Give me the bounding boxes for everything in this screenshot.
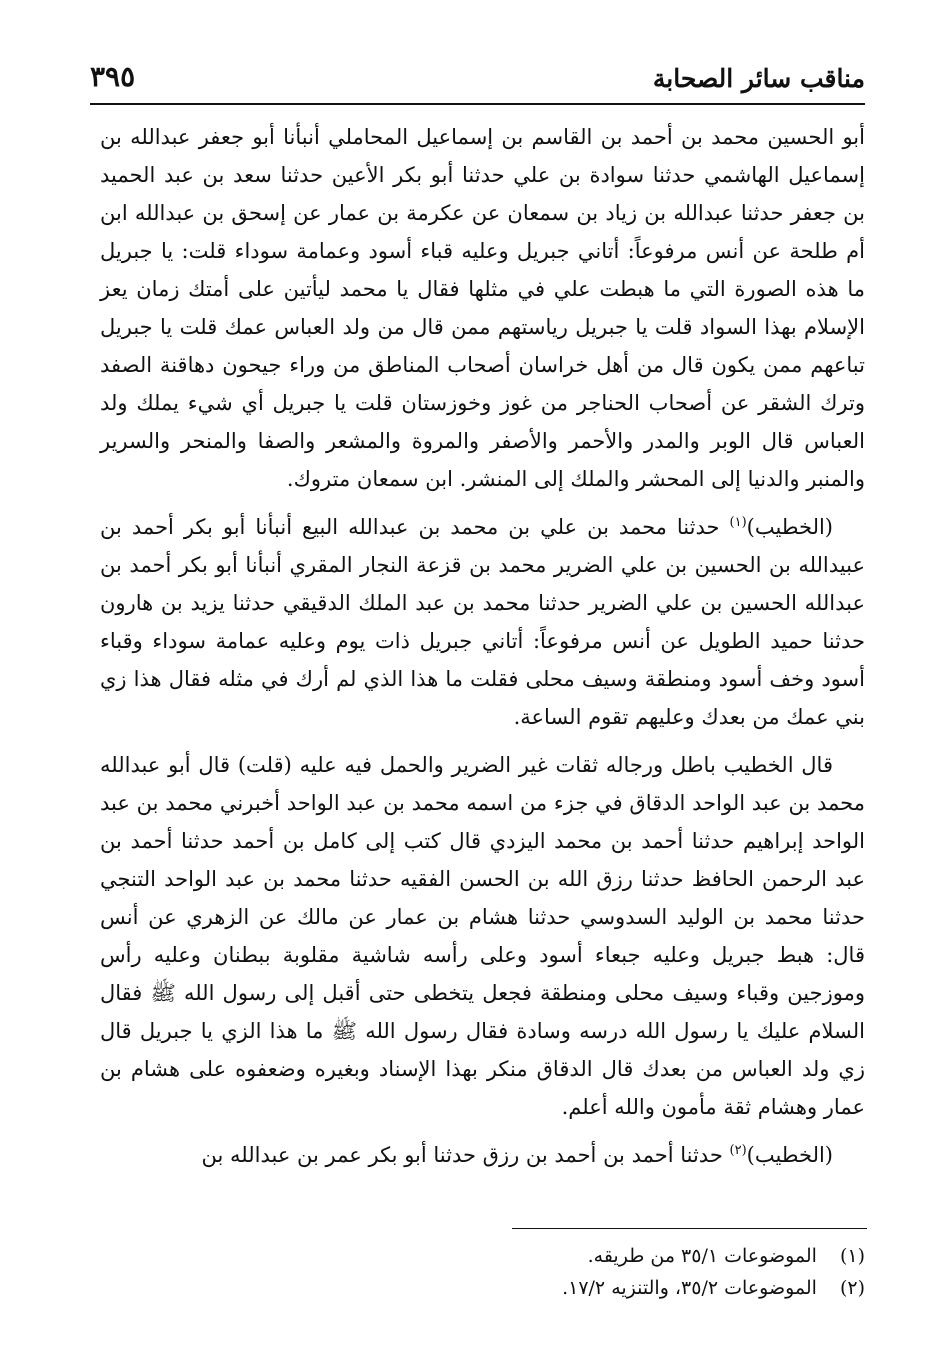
footnote-number: (٢) — [839, 1277, 865, 1299]
footnote-text: الموضوعات ٣٥/١ من طريقه. — [587, 1245, 817, 1267]
paragraph-4 — [100, 1136, 865, 1174]
paragraph-2-text: حدثنا محمد بن علي بن محمد بن عبدالله البيع أنبأنا أبو بكر أحمد بن عبيدالله بن الحسين بن علي الضرير محمد بن قزعة النجار المقري أنبأنا أبو بكر أحمد بن عبدالله الحسين بن علي الضرير حدثنا محمد بن عبد الملك الدقيقي حدثنا يزيد بن هارون حدثنا حميد الطويل عن أنس مرفوعاً: أتاني جبريل ذات يوم وعليه عمامة سوداء وقباء أسود وخف أسود ومنطقة وسيف محلى فقلت ما هذا الذي لم أرك في مثله فقال هذا زي بني عمك من بعدك وعليهم تقوم الساعة. — [100, 515, 865, 729]
page-number: ٣٩٥ — [90, 60, 136, 93]
citation-source: (الخطيب) — [746, 1143, 833, 1167]
paragraph-4-text: حدثنا أحمد بن أحمد بن رزق حدثنا أبو بكر عمر بن عبدالله بن — [201, 1143, 723, 1167]
footnote-text: الموضوعات ٣٥/٢، والتنزيه ١٧/٢. — [562, 1277, 817, 1299]
footnote-2 — [100, 1272, 865, 1304]
footnotes — [100, 1240, 865, 1304]
page-header — [90, 58, 865, 100]
footnote-ref: (٢) — [729, 1143, 747, 1158]
footnote-ref: (١) — [729, 515, 747, 530]
main-text — [100, 118, 865, 1184]
paragraph-3: قال الخطيب باطل ورجاله ثقات غير الضرير والحمل فيه عليه (قلت) قال أبو عبدالله محمد بن عبد الواحد الدقاق في جزء من اسمه محمد بن عبد الواحد أخبرني محمد بن عبد الواحد إبراهيم حدثنا أحمد بن محمد اليزدي قال كتب إلى كامل بن أحمد حدثنا أحمد بن عبد الرحمن الحافظ حدثنا رزق الله بن الحسن الفقيه حدثنا محمد بن عبد الواحد التنجي حدثنا محمد بن الوليد السدوسي حدثنا هشام بن عمار عن مالك عن الزهري عن أنس قال: هبط جبريل وعليه جبعاء أسود وعلى رأسه شاشية مقلوبة ببطنان وعليه رأس وموزجين وقباء وسيف محلى ومنطقة فجعل يتخطى حتى أقبل إلى رسول الله ﷺ فقال السلام عليك يا رسول الله درسه وسادة فقال رسول الله ﷺ ما هذا الزي يا جبريل قال زي ولد العباس من بعدك قال الدقاق منكر بهذا الإسناد وبغيره وضعفوه على هشام بن عمار وهشام ثقة مأمون والله أعلم. — [100, 753, 866, 1119]
paragraph-2 — [100, 508, 865, 736]
paragraph-1: أبو الحسين محمد بن أحمد بن القاسم بن إسماعيل المحاملي أنبأنا أبو جعفر عبدالله بن إسماعيل الهاشمي حدثنا سوادة بن علي حدثنا أبو بكر الأعين حدثنا سعد بن عبد الحميد بن جعفر حدثنا عبدالله بن زياد بن سمعان عن عكرمة بن عمار عن إسحق بن عبدالله ابن أم طلحة عن أنس مرفوعاً: أتاني جبريل وعليه قباء أسود وعمامة سوداء قلت: يا جبريل ما هذه الصورة التي ما هبطت علي في مثلها فقال يا محمد ليأتين على أمتك زمان يعز الإسلام بهذا السواد قلت يا جبريل رياستهم ممن قال من ولد العباس عمك قلت يا جبريل تباعهم ممن يكون قال من أهل خراسان أصحاب المناطق من وراء جيحون دهاقنة الصفد وترك الشقر عن أصحاب الحناجر من غوز وخوزستان قلت يا جبريل أي شيء يملك ولد العباس قال الوبر والمدر والأحمر والأصفر والمروة والمشعر والصفا والمنحر والسرير والمنبر والدنيا إلى المحشر والملك إلى المنشر. ابن سمعان متروك. — [100, 125, 865, 491]
running-title: مناقب سائر الصحابة — [652, 64, 865, 93]
footnote-number: (١) — [839, 1245, 865, 1267]
footnote-divider — [512, 1228, 867, 1229]
citation-source: (الخطيب) — [746, 515, 833, 539]
footnote-1 — [100, 1240, 865, 1272]
header-divider — [90, 103, 865, 105]
